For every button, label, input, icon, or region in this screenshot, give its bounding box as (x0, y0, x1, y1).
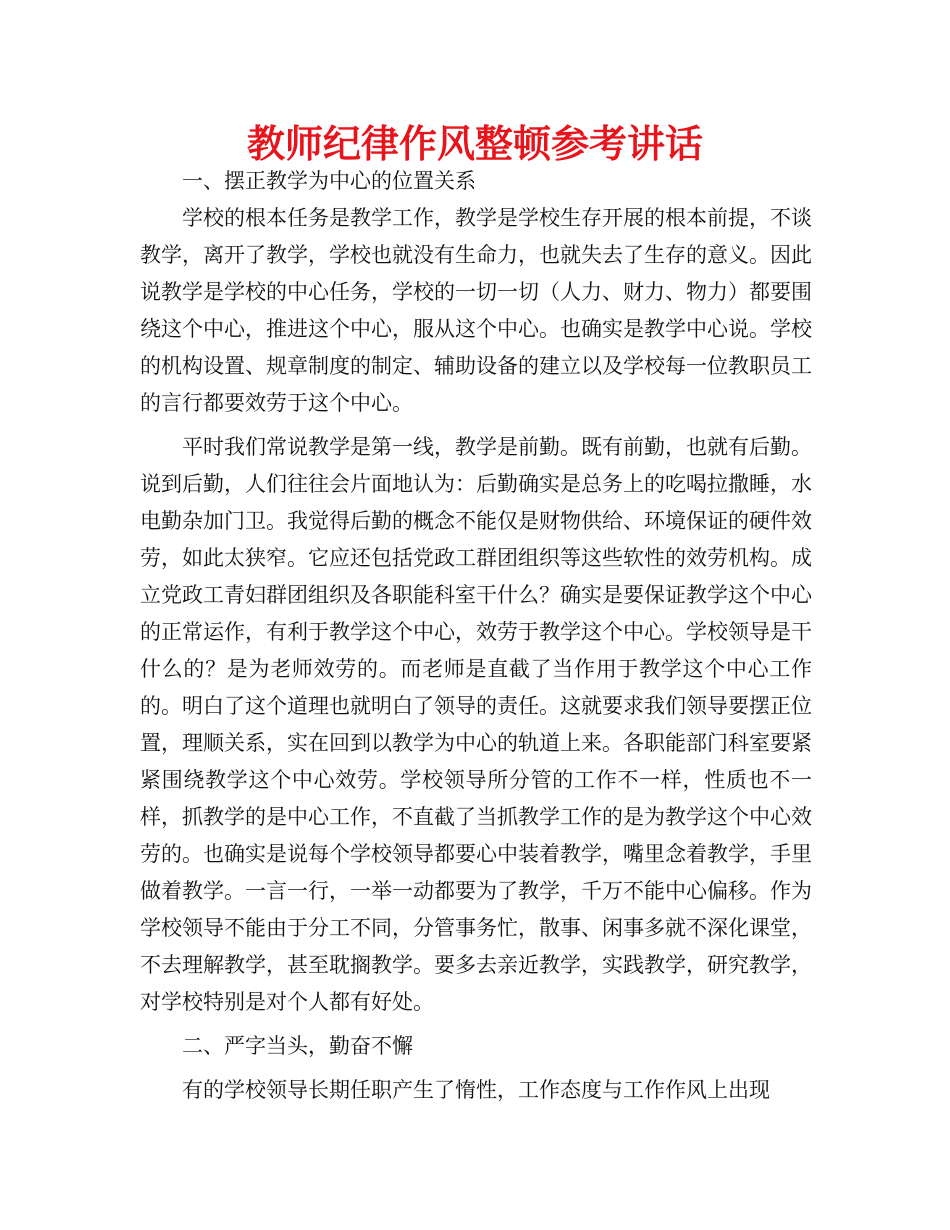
paragraph-1: 学校的根本任务是教学工作，教学是学校生存开展的根本前提，不谈教学，离开了教学，学校也就没有生命力，也就失去了生存的意义。因此说教学是学校的中心任务，学校的一切一切（人力、财力、物力）都要围绕这个中心，推进这个中心，服从这个中心。也确实是教学中心说。学校的机构设置、规章制度的制定、辅助设备的建立以及学校每一位教职员工的言行都要效劳于这个中心。 (140, 206, 812, 415)
document-body (140, 163, 812, 1109)
section-heading-2: 二、严字当头，勤奋不懈 (182, 1034, 413, 1058)
section-heading-1: 一、摆正教学为中心的位置关系 (182, 169, 476, 193)
paragraph-2: 平时我们常说教学是第一线，教学是前勤。既有前勤，也就有后勤。说到后勤，人们往往会片面地认为：后勤确实是总务上的吃喝拉撒睡，水电勤杂加门卫。我觉得后勤的概念不能仅是财物供给、环境保证的硬件效劳，如此太狭窄。它应还包括党政工群团组织等这些软性的效劳机构。成立党政工青妇群团组织及各职能科室干什么？确实是要保证教学这个中心的正常运作，有利于教学这个中心，效劳于教学这个中心。学校领导是干什么的？是为老师效劳的。而老师是直截了当作用于教学这个中心工作的。明白了这个道理也就明白了领导的责任。这就要求我们领导要摆正位置，理顺关系，实在回到以教学为中心的轨道上来。各职能部门科室要紧紧围绕教学这个中心效劳。学校领导所分管的工作不一样，性质也不一样，抓教学的是中心工作，不直截了当抓教学工作的是为教学这个中心效劳的。也确实是说每个学校领导都要心中装着教学，嘴里念着教学，手里做着教学。一言一行，一举一动都要为了教学，千万不能中心偏移。作为学校领导不能由于分工不同，分管事务忙，散事、闲事多就不深化课堂，不去理解教学，甚至耽搁教学。要多去亲近教学，实践教学，研究教学，对学校特别是对个人都有好处。 (140, 435, 812, 1014)
paragraph-3: 有的学校领导长期任职产生了惰性，工作态度与工作作风上出现 (182, 1078, 770, 1102)
document-title: 教师纪律作风整顿参考讲话 (246, 122, 703, 166)
